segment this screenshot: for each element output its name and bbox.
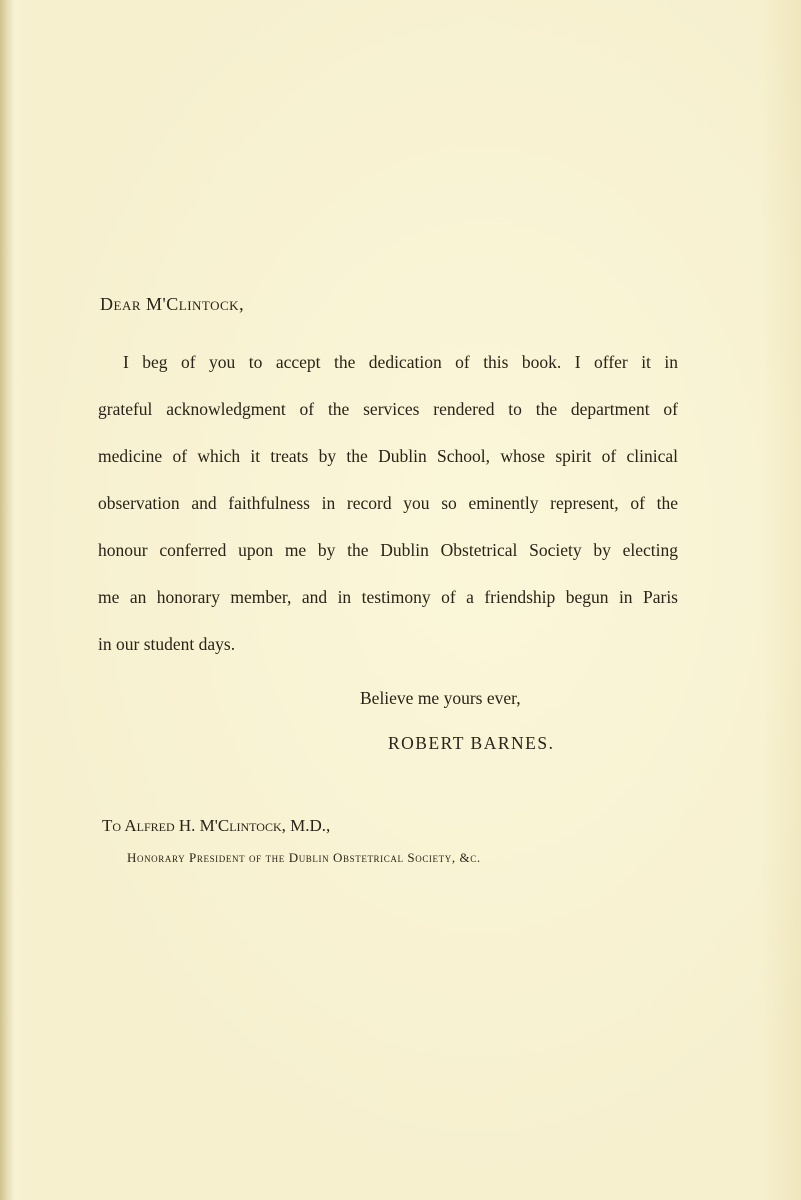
body-line-5: honour conferred upon me by the Dublin Obstetrical Society by electing [98,540,678,560]
body-line-6: me an honorary member, and in testimony of a friendship begun in Paris [98,587,678,607]
body-line-1: I beg of you to accept the dedication of this book. I offer it in [123,352,678,372]
body-line-4: observation and faithfulness in record you so eminently represent, of the [98,493,678,513]
addressee-title: Honorary President of the Dublin Obstetrical Society, &c. [127,850,481,865]
addressee: To Alfred H. M'Clintock, M.D., [102,816,331,835]
salutation: Dear M'Clintock, [100,294,245,314]
body-line-2: grateful acknowledgment of the services rendered to the department of [98,399,678,419]
body-line-7: in our student days. [98,634,236,654]
binding-shadow [0,0,14,1200]
signature: ROBERT BARNES. [388,733,555,753]
closing: Believe me yours ever, [360,688,521,708]
body-line-3: medicine of which it treats by the Dublin School, whose spirit of clinical [98,446,678,466]
